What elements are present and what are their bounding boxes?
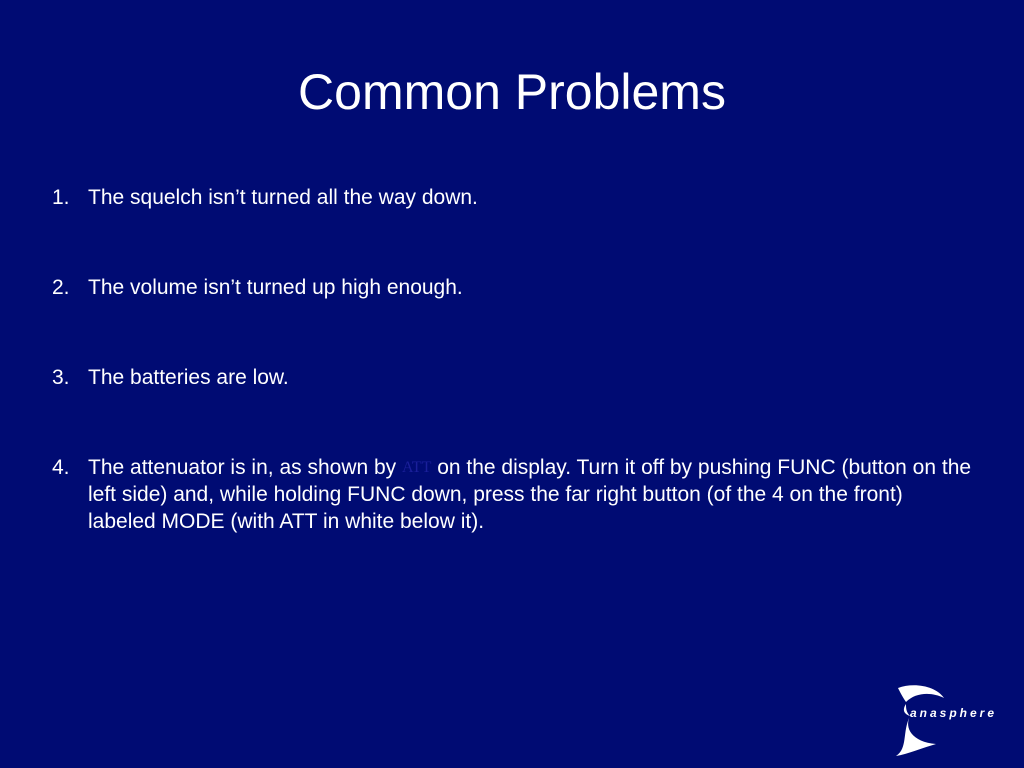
logo-text: anasphere — [910, 706, 998, 720]
list-item-text — [88, 454, 972, 535]
list-item-number: 3. — [52, 366, 70, 389]
list-item — [52, 364, 972, 391]
list-item-text: The batteries are low. — [88, 366, 289, 389]
list-item — [52, 454, 972, 535]
list-item — [52, 184, 972, 211]
list-item-number: 4. — [52, 456, 70, 479]
list-item-number: 1. — [52, 186, 70, 209]
list-item — [52, 274, 972, 301]
att-indicator: ATT — [402, 459, 432, 476]
list-item-text: The squelch isn’t turned all the way down. — [88, 186, 478, 209]
list-item-text-before: The attenuator is in, as shown by — [88, 456, 397, 479]
swoosh-logo-icon — [892, 682, 1024, 758]
list-item-number: 2. — [52, 276, 70, 299]
list-item-text-after: on the display. Turn it off by pushing FUNC (button on the left side) and, while holding FUNC down, press the far right button (of the 4 on the front) labeled MODE (with ATT in white below it). — [88, 456, 972, 533]
list-item-text: The volume isn’t turned up high enough. — [88, 276, 463, 299]
slide-title: Common Problems — [298, 64, 726, 120]
company-logo — [892, 682, 1024, 758]
